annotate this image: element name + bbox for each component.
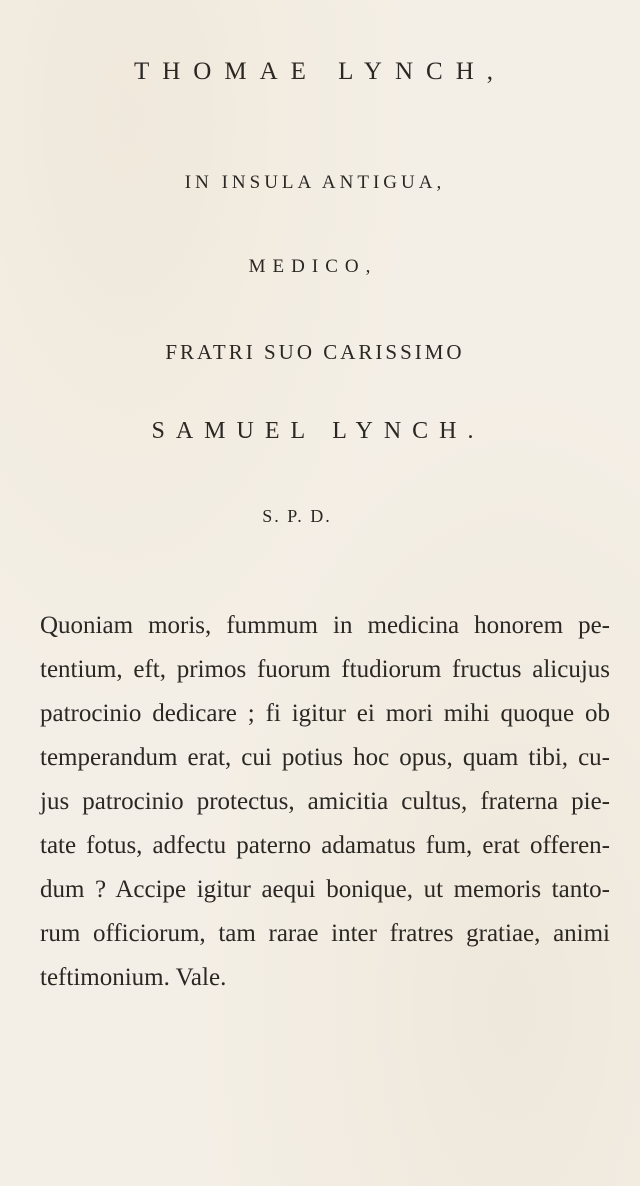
letter-line: dum ? Accipe igitur aequi bonique, ut memoris tanto-	[40, 876, 610, 903]
dedicatee-relation: FRATRI SUO CARISSIMO	[165, 340, 465, 364]
author-name: SAMUEL LYNCH.	[151, 418, 485, 444]
letter-line: patrocinio dedicare ; fi igitur ei mori mihi quoque ob	[40, 700, 610, 727]
letter-line: teftimonium. Vale.	[40, 964, 227, 991]
dedicatee-role: MEDICO,	[248, 256, 378, 277]
dedication-letter	[40, 604, 610, 1000]
letter-line: temperandum erat, cui potius hoc opus, quam tibi, cu-	[40, 744, 610, 771]
letter-line: rum officiorum, tam rarae inter fratres gratiae, animi	[40, 920, 610, 947]
salutation-sigla: S. P. D.	[262, 506, 332, 526]
dedicatee-name: THOMAE LYNCH,	[133, 58, 507, 85]
letter-line: tentium, eft, primos fuorum ftudiorum fructus alicujus	[40, 656, 610, 683]
letter-line: jus patrocinio protectus, amicitia cultus, fraterna pie-	[40, 788, 610, 815]
letter-line: Quoniam moris, fummum in medicina honorem pe-	[40, 612, 610, 639]
letter-line: tate fotus, adfectu paterno adamatus fum, erat offeren-	[40, 832, 610, 859]
dedicatee-location: IN INSULA ANTIGUA,	[184, 172, 446, 193]
